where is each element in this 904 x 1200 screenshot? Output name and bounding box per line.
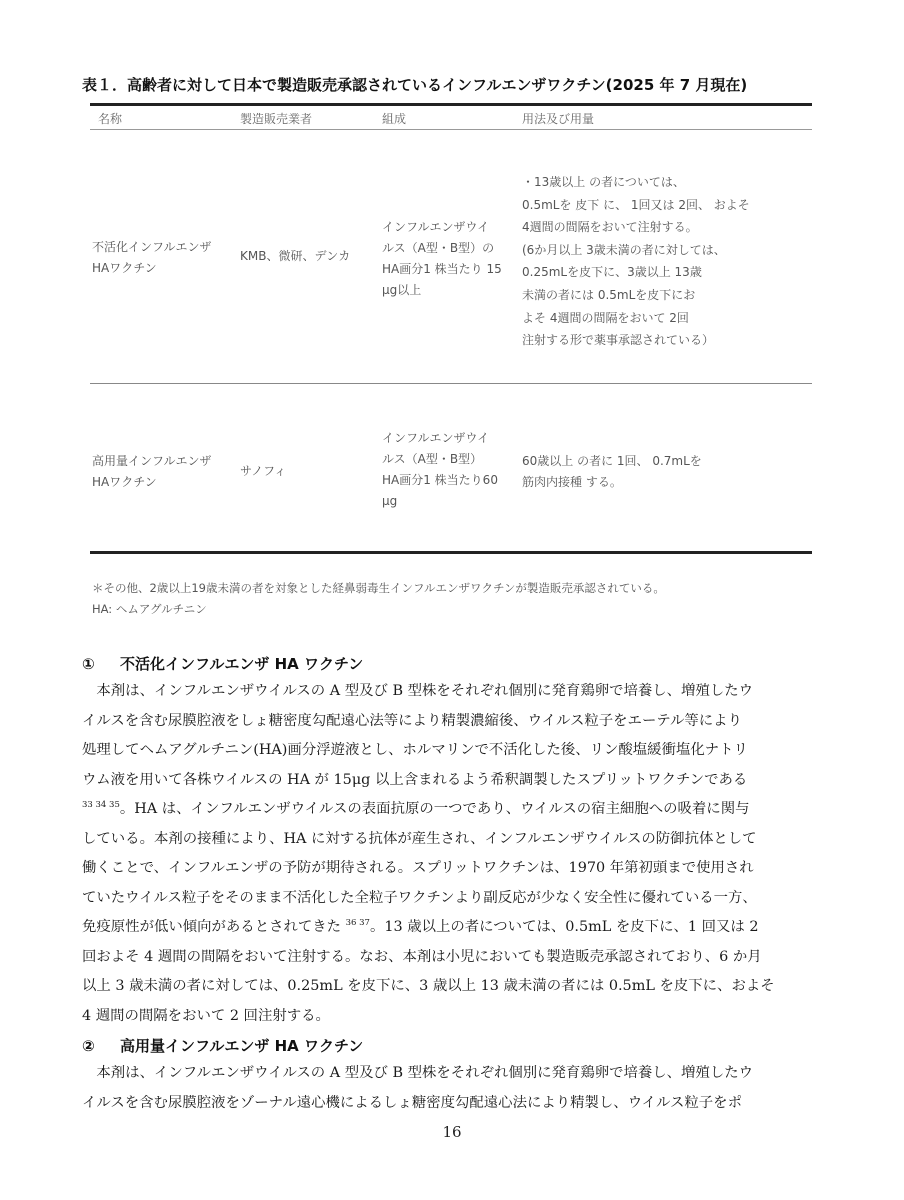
header-composition: 組成 [382, 112, 407, 126]
row2-maker: サノフィ [240, 464, 287, 478]
table-top-rule [90, 103, 812, 106]
row1-composition: インフルエンザウイ ルス（A型・B型）の HA画分1 株当たり 15 μg以上 [382, 220, 502, 297]
section2-body: 本剤は、インフルエンザウイルスの A 型及び B 型株をそれぞれ個別に発育鶏卵で培養し、増殖したウ イルスを含む尿膜腔液をゾーナル遠心機によるしょ糖密度勾配遠心法により精製し、ウイルス粒子をポ [82, 1065, 754, 1111]
header-maker: 製造販売業者 [240, 112, 313, 126]
header-name: 名称 [98, 112, 123, 126]
table-abbreviation-note: HA: ヘムアグルチニン [92, 602, 207, 616]
page-number: 16 [442, 1123, 462, 1141]
header-usage: 用法及び用量 [522, 112, 595, 126]
section2-heading [82, 1035, 363, 1056]
section1-title: 不活化インフルエンザ HA ワクチン [120, 655, 364, 673]
row1-usage: ・13歳以上 の者については、 0.5mLを 皮下 に、 1回又は 2回、 およそ 4週間の間隔をおいて注射する。 (6か月以上 3歳未満の者に対しては、 0.25mLを皮下に、3歳以上 13歳 未満の者には 0.5mLを皮下にお よそ 4週間の間隔をおいて 2回 注射する形で薬事承認されている） [522, 175, 750, 348]
section1-number: ① [82, 655, 95, 673]
header-rule [90, 129, 812, 130]
row-divider [90, 383, 812, 384]
table-bottom-rule [90, 551, 812, 554]
citation-33-34-35: 33 34 35 [82, 800, 120, 811]
table-title: 表１．高齢者に対して日本で製造販売承認されているインフルエンザワクチン(2025 年 7 月現在) [82, 76, 748, 94]
row2-composition: インフルエンザウイ ルス（A型・B型） HA画分1 株当たり60 μg [382, 431, 498, 508]
citation-36-37: 36 37 [345, 918, 370, 929]
section2-number: ② [82, 1037, 95, 1055]
row2-usage: 60歳以上 の者に 1回、 0.7mLを 筋肉内接種 する。 [522, 454, 702, 489]
row2-name: 高用量インフルエンザ HAワクチン [92, 454, 212, 489]
section1-heading [82, 653, 363, 674]
section2-title: 高用量インフルエンザ HA ワクチン [120, 1037, 364, 1055]
section1-body: 本剤は、インフルエンザウイルスの A 型及び B 型株をそれぞれ個別に発育鶏卵で培養し、増殖したウ イルスを含む尿膜腔液をしょ糖密度勾配遠心法等により精製濃縮後、ウイルス粒子をエーテル等により 処理してヘムアグルチニン(HA)画分浮遊液とし、ホルマリンで不活化した後、リン酸塩緩衝塩化ナトリ ウム液を用いて各株ウイルスの HA が 15μg 以上含まれるよう希釈調製したスプリットワクチンである $^{33 34 35}$。HA は、インフルエンザウイルスの表面抗原の一つであり、ウイルスの宿主細胞への吸着に関与 している。本剤の接種により、HA に対する抗体が産生され、インフルエンザウイルスの防御抗体として 働くことで、インフルエンザの予防が期待される。スプリットワクチンは、1970 年第初頭まで使用され ていたウイルス粒子をそのまま不活化した全粒子ワクチンより副反応が少なく安全性に優れている一方、 免疫原性が低い傾向があるとされてきた $^{36 37}$。13 歳以上の者については、0.5mL を皮下に、1 回又は 2 回およそ 4 週間の間隔をおいて注射する。なお、本剤は小児においても製造販売承認されており、6 か月 以上 3 歳未満の者に対しては、0.25mL を皮下に、3 歳以上 13 歳未満の者には 0.5mL を皮下に、およそ 4 週間の間隔をおいて 2 回注射する。 [82, 683, 775, 1024]
table-footnote: ＊その他、2歳以上19歳未満の者を対象とした経鼻弱毒生インフルエンザワクチンが製造販売承認されている。 [92, 581, 665, 595]
row1-name: 不活化インフルエンザ HAワクチン [92, 240, 212, 275]
row1-maker: KMB、微研、デンカ [240, 249, 351, 263]
